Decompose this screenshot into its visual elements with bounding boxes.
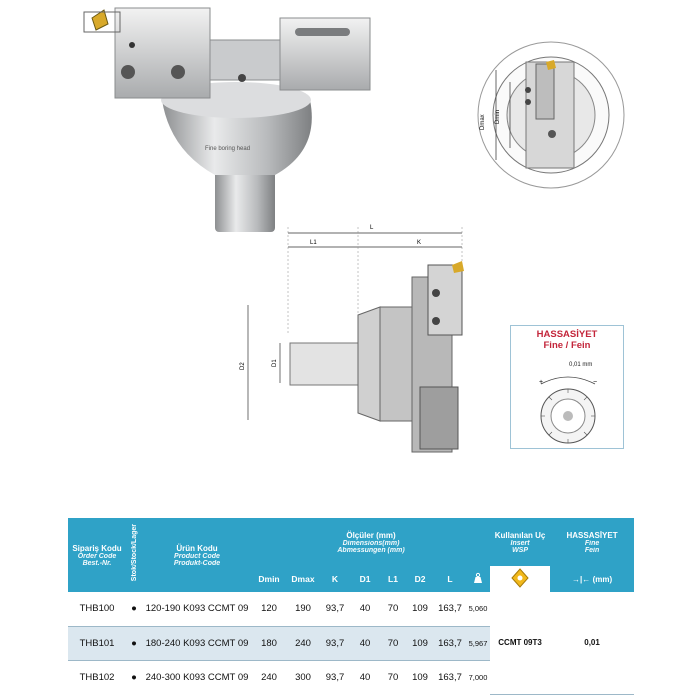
cell-code: THB100 [68,592,126,626]
cell-dmin: 120 [252,592,286,626]
precision-panel [510,325,624,449]
product-photo [70,0,390,240]
dmax-label: Dmax [480,114,486,130]
header-l: L [447,574,453,584]
hole-icon [129,42,135,48]
header-stock: Stok/Stock/Lager [130,523,138,582]
cell-d1: 40 [350,626,380,660]
insert-icon [507,567,533,589]
shank [290,343,358,385]
cell-l: 163,7 [434,592,466,626]
cell-insert: CCMT 09T3 [490,592,550,694]
cell-precision: 0,01 [550,592,634,694]
header-order-code: Sipariş Kodu Order Code Best.-Nr. [72,543,122,567]
tool-block [536,64,554,119]
label-D1: D1 [272,359,278,367]
dial-icon [529,370,607,446]
cell-d2: 109 [406,592,434,626]
cell-code: THB101 [68,626,126,660]
cell-dmax: 240 [286,626,320,660]
svg-text:+: + [539,379,544,386]
table-row [68,592,634,626]
insert-icon-cell [490,566,550,592]
tool-holder [428,265,462,335]
cell-k: 93,7 [320,626,350,660]
cell-l1: 70 [380,592,406,626]
label-D2: D2 [240,362,246,370]
cell-k: 93,7 [320,660,350,694]
header-k: K [331,574,339,584]
screw-icon [525,87,531,93]
cell-code: THB102 [68,660,126,694]
screw-icon [121,65,135,79]
slot [295,28,350,36]
cell-product: 120-190 K093 CCMT 09 [142,592,252,626]
header-product-code: Ürün Kodu Product Code Produkt-Code [173,543,221,567]
header-precision: HASSASİYET Fine Fein [566,530,618,554]
cell-product: 180-240 K093 CCMT 09 [142,626,252,660]
svg-text:−: − [593,379,598,386]
counterweight [420,387,458,449]
precision-title: HASSASİYET [536,329,598,340]
head-body [380,307,412,421]
cell-dmax: 300 [286,660,320,694]
hole-icon [548,130,556,138]
screw-icon [432,317,440,325]
precision-step: 0,01 mm [569,362,593,368]
dmin-label: Dmin [495,109,501,124]
header-d1: D1 [359,574,371,584]
header-dmin: Dmin [258,574,280,584]
header-d2: D2 [414,574,426,584]
header-insert: Kullanılan Uç Insert WSP [494,530,546,554]
weight-icon [466,566,490,592]
cell-weight: 5,967 [466,626,490,660]
cell-l: 163,7 [434,660,466,694]
label-L1: L1 [310,240,317,246]
stock-dot-icon: ● [126,626,142,660]
header-dmax: Dmax [291,574,315,584]
cell-weight: 7,000 [466,660,490,694]
precision-subtitle: Fine / Fein [543,340,591,351]
cell-d2: 109 [406,660,434,694]
cell-product: 240-300 K093 CCMT 09 [142,660,252,694]
screw-icon [525,99,531,105]
header-dimensions: Ölçüler (mm) Dimensions(mm) Abmessungen (mm) [337,530,405,554]
insert-icon [452,261,464,273]
cell-dmin: 180 [252,626,286,660]
brand-text: Fine boring head [205,146,251,152]
side-view-diagram [230,215,490,465]
left-block [115,8,210,98]
label-L: L [370,225,374,231]
precision-unit: (mm) [592,575,613,584]
cell-l: 163,7 [434,626,466,660]
cell-d1: 40 [350,660,380,694]
precision-unit-cell: →|← (mm) [571,575,613,584]
cell-dmin: 240 [252,660,286,694]
hole-icon [238,74,246,82]
cell-l1: 70 [380,660,406,694]
stock-dot-icon: ● [126,660,142,694]
screw-icon [171,65,185,79]
cell-weight: 5,060 [466,592,490,626]
insert-icon [92,10,108,30]
cell-d1: 40 [350,592,380,626]
label-K: K [417,240,422,246]
head-flange [358,307,380,421]
cell-dmax: 190 [286,592,320,626]
stock-dot-icon: ● [126,592,142,626]
cell-k: 93,7 [320,592,350,626]
top-view-diagram [476,40,626,190]
screw-icon [432,289,440,297]
center-bridge [210,40,280,80]
spec-table [68,518,634,695]
cell-d2: 109 [406,626,434,660]
header-l1: L1 [388,574,398,584]
cell-l1: 70 [380,626,406,660]
